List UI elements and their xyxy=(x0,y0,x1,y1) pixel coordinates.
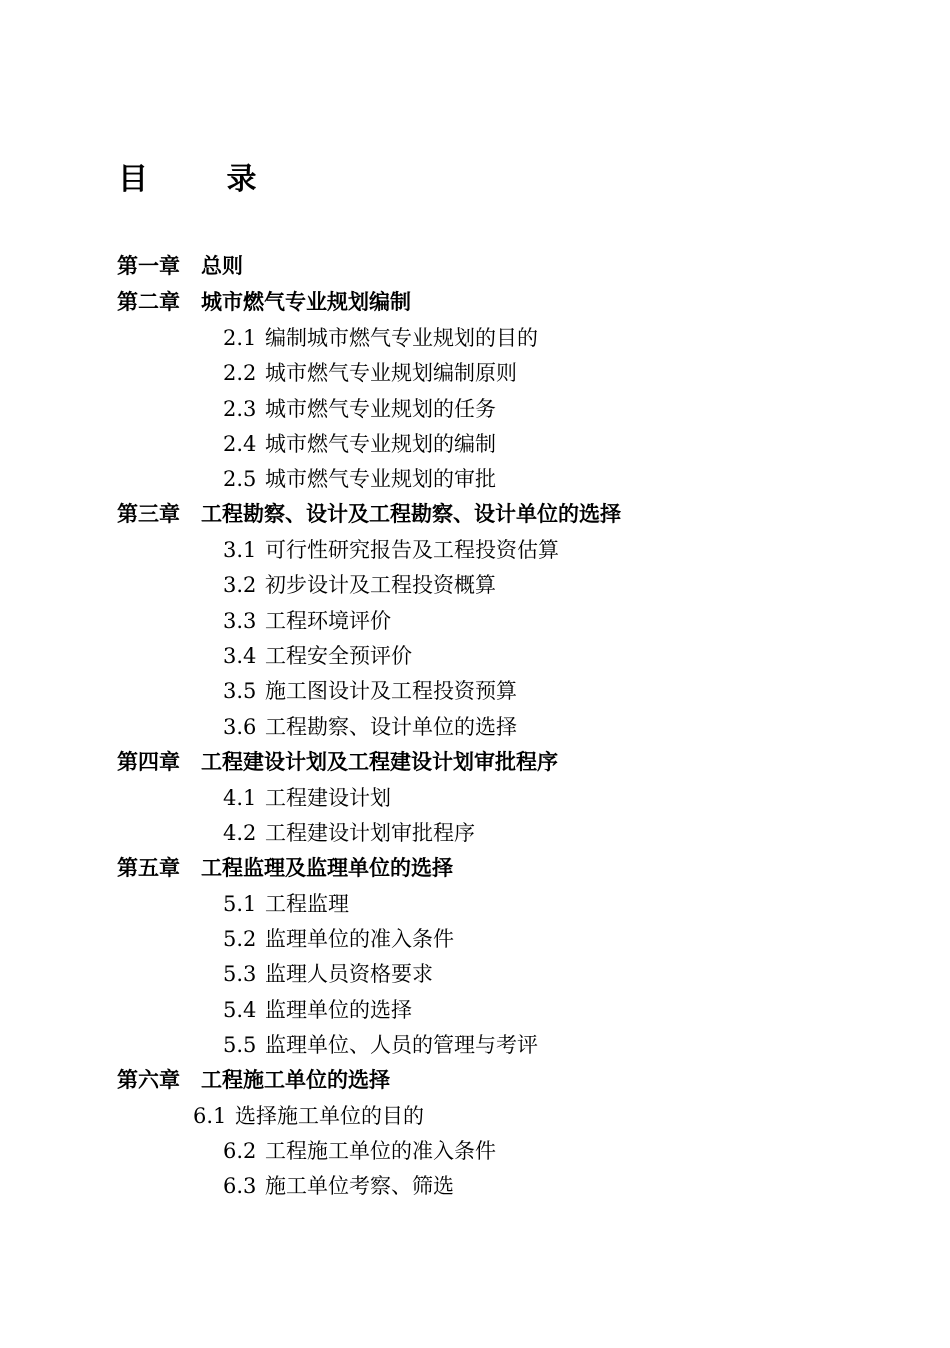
section-title: 监理单位的选择 xyxy=(265,998,412,1022)
chapter-number: 第五章 xyxy=(117,856,180,880)
section-title: 编制城市燃气专业规划的目的 xyxy=(265,326,538,350)
toc-section-entry[interactable] xyxy=(223,676,517,706)
section-number: 3.4 xyxy=(223,644,257,668)
section-title: 工程建设计划 xyxy=(265,786,391,810)
toc-section-entry[interactable] xyxy=(193,1101,424,1131)
section-title: 选择施工单位的目的 xyxy=(235,1104,424,1128)
section-number: 3.2 xyxy=(223,573,257,597)
toc-chapter-entry[interactable] xyxy=(117,747,558,777)
section-title: 城市燃气专业规划的任务 xyxy=(265,397,496,421)
chapter-title: 总则 xyxy=(201,254,243,278)
toc-section-entry[interactable] xyxy=(223,535,559,565)
toc-section-entry[interactable] xyxy=(223,1030,538,1060)
chapter-number: 第二章 xyxy=(117,290,180,314)
section-title: 工程勘察、设计单位的选择 xyxy=(265,715,517,739)
chapter-title: 工程建设计划及工程建设计划审批程序 xyxy=(201,750,558,774)
section-number: 5.3 xyxy=(223,962,257,986)
toc-section-entry[interactable] xyxy=(223,323,538,353)
toc-chapter-entry[interactable] xyxy=(117,499,621,529)
toc-section-entry[interactable] xyxy=(223,641,412,671)
section-number: 2.2 xyxy=(223,361,257,385)
section-title: 工程环境评价 xyxy=(265,609,391,633)
section-number: 4.1 xyxy=(223,786,257,810)
section-number: 3.3 xyxy=(223,609,257,633)
toc-section-entry[interactable] xyxy=(223,783,391,813)
section-number: 6.2 xyxy=(223,1139,257,1163)
section-number: 5.4 xyxy=(223,998,257,1022)
toc-chapter-entry[interactable] xyxy=(117,1065,390,1095)
chapter-number: 第四章 xyxy=(117,750,180,774)
toc-title: 目 录 xyxy=(118,162,291,197)
toc-section-entry[interactable] xyxy=(223,606,391,636)
section-number: 6.1 xyxy=(193,1104,227,1128)
toc-section-entry[interactable] xyxy=(223,995,412,1025)
section-title: 工程监理 xyxy=(265,892,349,916)
section-number: 5.5 xyxy=(223,1033,257,1057)
toc-chapter-entry[interactable] xyxy=(117,251,243,281)
chapter-number: 第三章 xyxy=(117,502,180,526)
section-number: 3.6 xyxy=(223,715,257,739)
toc-section-entry[interactable] xyxy=(223,394,496,424)
section-number: 6.3 xyxy=(223,1174,257,1198)
toc-chapter-entry[interactable] xyxy=(117,287,411,317)
section-number: 2.1 xyxy=(223,326,257,350)
section-number: 2.5 xyxy=(223,467,257,491)
section-number: 5.2 xyxy=(223,927,257,951)
toc-chapter-entry[interactable] xyxy=(117,853,453,883)
section-title: 可行性研究报告及工程投资估算 xyxy=(265,538,559,562)
section-number: 2.3 xyxy=(223,397,257,421)
chapter-number: 第一章 xyxy=(117,254,180,278)
section-title: 工程建设计划审批程序 xyxy=(265,821,475,845)
chapter-title: 城市燃气专业规划编制 xyxy=(201,290,411,314)
section-title: 城市燃气专业规划的编制 xyxy=(265,432,496,456)
section-number: 3.1 xyxy=(223,538,257,562)
chapter-number: 第六章 xyxy=(117,1068,180,1092)
toc-section-entry[interactable] xyxy=(223,429,496,459)
section-number: 5.1 xyxy=(223,892,257,916)
chapter-title: 工程施工单位的选择 xyxy=(201,1068,390,1092)
toc-section-entry[interactable] xyxy=(223,924,454,954)
toc-section-entry[interactable] xyxy=(223,570,496,600)
toc-section-entry[interactable] xyxy=(223,889,349,919)
toc-section-entry[interactable] xyxy=(223,464,496,494)
section-number: 4.2 xyxy=(223,821,257,845)
toc-section-entry[interactable] xyxy=(223,358,517,388)
section-title: 监理单位的准入条件 xyxy=(265,927,454,951)
toc-section-entry[interactable] xyxy=(223,818,475,848)
section-title: 初步设计及工程投资概算 xyxy=(265,573,496,597)
toc-section-entry[interactable] xyxy=(223,1136,496,1166)
section-title: 城市燃气专业规划的审批 xyxy=(265,467,496,491)
section-title: 施工单位考察、筛选 xyxy=(265,1174,454,1198)
section-number: 3.5 xyxy=(223,679,257,703)
chapter-title: 工程监理及监理单位的选择 xyxy=(201,856,453,880)
section-title: 城市燃气专业规划编制原则 xyxy=(265,361,517,385)
section-title: 施工图设计及工程投资预算 xyxy=(265,679,517,703)
section-title: 监理人员资格要求 xyxy=(265,962,433,986)
toc-section-entry[interactable] xyxy=(223,959,433,989)
toc-section-entry[interactable] xyxy=(223,1171,454,1201)
section-title: 监理单位、人员的管理与考评 xyxy=(265,1033,538,1057)
toc-section-entry[interactable] xyxy=(223,712,517,742)
chapter-title: 工程勘察、设计及工程勘察、设计单位的选择 xyxy=(201,502,621,526)
section-number: 2.4 xyxy=(223,432,257,456)
section-title: 工程安全预评价 xyxy=(265,644,412,668)
section-title: 工程施工单位的准入条件 xyxy=(265,1139,496,1163)
